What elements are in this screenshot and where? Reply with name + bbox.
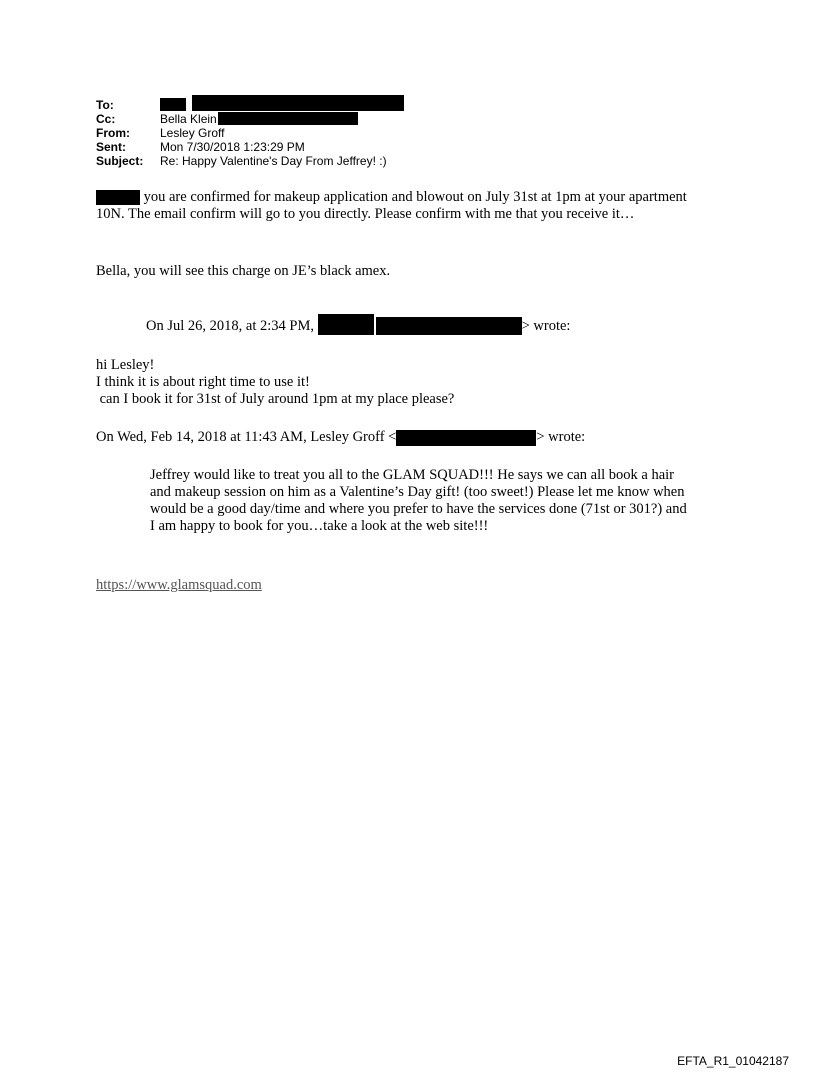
from-label: From:: [96, 126, 130, 140]
subject-row: [96, 154, 404, 168]
sent-value: Mon 7/30/2018 1:23:29 PM: [160, 140, 305, 154]
redaction-block: [160, 98, 186, 111]
to-label: To:: [96, 98, 114, 112]
cc-name: Bella Klein: [160, 112, 217, 126]
sent-row: [96, 140, 404, 154]
quote1-line-1: hi Lesley!: [96, 357, 155, 373]
body-paragraph-1: you are confirmed for makeup application and blowout on July 31st at 1pm at your apartment 10N. The email confirm will go to you directly. Please confirm with me that you receive it…: [96, 189, 687, 222]
to-row: [96, 98, 404, 112]
redaction-block: [192, 95, 404, 111]
cc-row: [96, 112, 404, 126]
subject-label: Subject:: [96, 154, 144, 168]
quote2-intro: On Wed, Feb 14, 2018 at 11:43 AM, Lesley Groff < > wrote:: [96, 429, 586, 445]
cc-value: [160, 112, 358, 126]
glamsquad-link-row: [96, 577, 716, 594]
from-value: Lesley Groff: [160, 126, 225, 140]
body-paragraph-2: Bella, you will see this charge on JE’s black amex.: [96, 263, 391, 279]
quote1-line-2: I think it is about right time to use it!: [96, 374, 310, 390]
document-id: EFTA_R1_01042187: [677, 1054, 789, 1068]
subject-value: Re: Happy Valentine's Day From Jeffrey! :): [160, 154, 387, 168]
redaction-block: [218, 112, 358, 125]
quote1-intro: On Jul 26, 2018, at 2:34 PM, > wrote:: [146, 318, 766, 339]
redaction-block: [376, 317, 522, 335]
from-row: [96, 126, 404, 140]
cc-label: Cc:: [96, 112, 116, 126]
quote1-line-3: can I book it for 31st of July around 1pm at my place please?: [96, 391, 455, 407]
redaction-block: [396, 430, 536, 446]
redaction-block: [318, 314, 374, 335]
to-value: [160, 98, 404, 112]
quote2-body: Jeffrey would like to treat you all to the GLAM SQUAD!!! He says we can all book a hair and makeup session on him as a Valentine’s Day gift! (too sweet!) Please let me know when would be a good day/time and where you prefer to have the services done (71st or 301?) and I am happy to book for you…take a look at the web site!!!: [150, 467, 687, 534]
sent-label: Sent:: [96, 140, 126, 154]
glamsquad-link[interactable]: https://www.glamsquad.com: [96, 577, 262, 593]
redaction-block: [96, 190, 140, 205]
email-header: [96, 98, 404, 168]
